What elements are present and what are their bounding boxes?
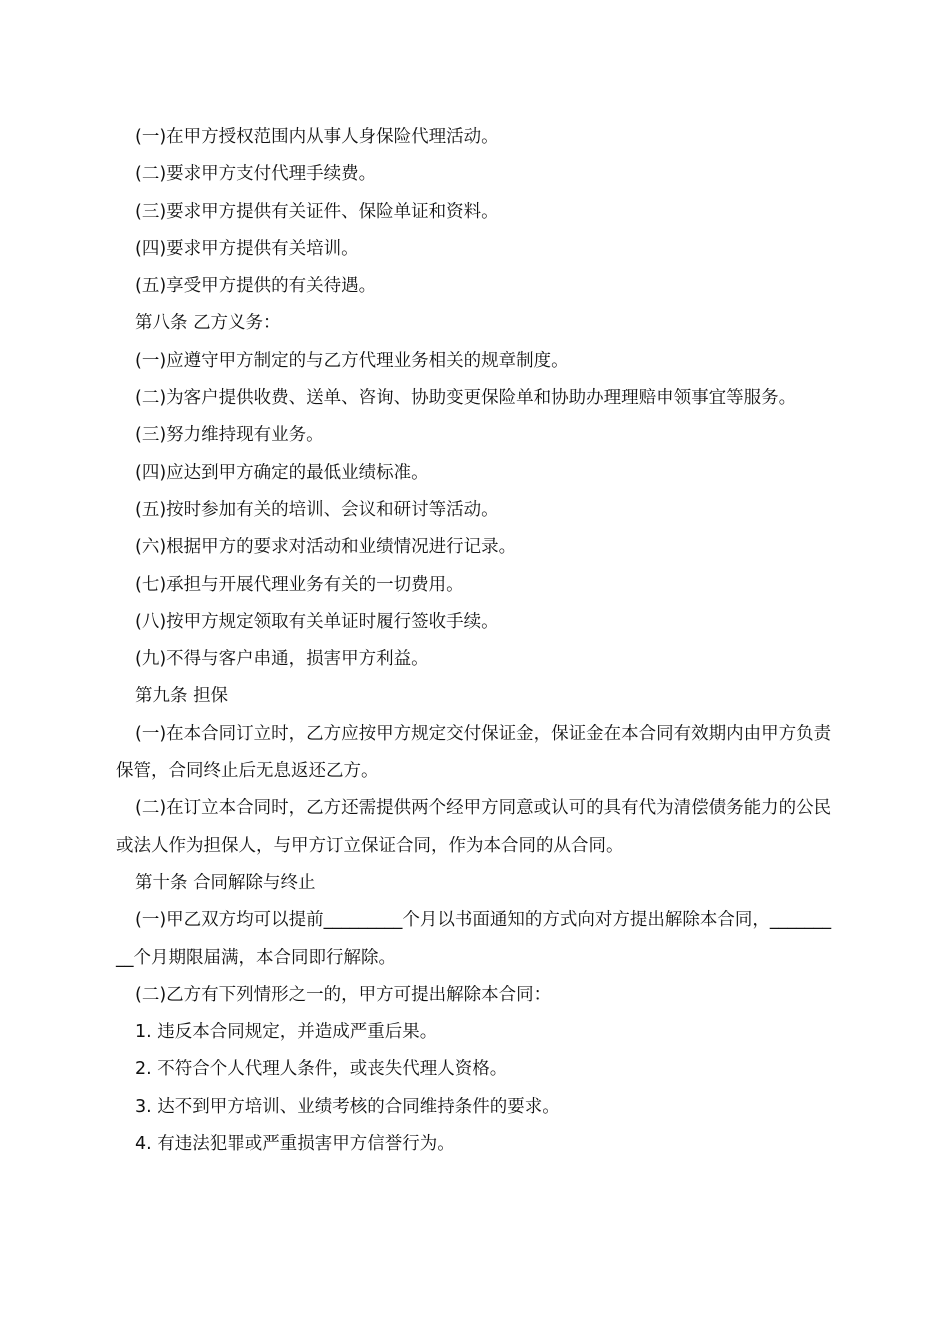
paragraph-guarantee-2: (二)在订立本合同时，乙方还需提供两个经甲方同意或认可的具有代为清偿债务能力的公民或法人作为担保人，与甲方订立保证合同，作为本合同的从合同。 — [116, 798, 832, 856]
paragraph-duty-5: (五)按时参加有关的培训、会议和研讨等活动。 — [135, 499, 499, 520]
paragraph-right-3: (三)要求甲方提供有关证件、保险单证和资料。 — [135, 201, 499, 222]
list-item-1: 1. 违反本合同规定，并造成严重后果。 — [135, 1022, 438, 1043]
paragraph-duty-6: (六)根据甲方的要求对活动和业绩情况进行记录。 — [135, 537, 517, 558]
article-10-heading: 第十条 合同解除与终止 — [135, 872, 316, 893]
list-item-3: 3. 达不到甲方培训、业绩考核的合同维持条件的要求。 — [135, 1096, 560, 1117]
paragraph-duty-3: (三)努力维持现有业务。 — [135, 425, 324, 446]
paragraph-duty-8: (八)按甲方规定领取有关单证时履行签收手续。 — [135, 611, 499, 632]
paragraph-duty-4: (四)应达到甲方确定的最低业绩标准。 — [135, 462, 429, 483]
article-9-heading: 第九条 担保 — [135, 686, 229, 707]
list-item-4: 4. 有违法犯罪或严重损害甲方信誉行为。 — [135, 1134, 455, 1155]
paragraph-right-5: (五)享受甲方提供的有关待遇。 — [135, 276, 377, 297]
paragraph-right-1: (一)在甲方授权范围内从事人身保险代理活动。 — [135, 127, 499, 147]
paragraph-duty-9: (九)不得与客户串通，损害甲方利益。 — [135, 649, 429, 670]
article-8-heading: 第八条 乙方义务： — [135, 313, 281, 334]
paragraph-termination-2: (二)乙方有下列情形之一的，甲方可提出解除本合同： — [135, 984, 552, 1005]
document-body — [116, 119, 836, 1163]
list-item-2: 2. 不符合个人代理人条件，或丧失代理人资格。 — [135, 1059, 508, 1080]
paragraph-right-2: (二)要求甲方支付代理手续费。 — [135, 164, 377, 185]
paragraph-termination-1: (一)甲乙双方均可以提前_________个月以书面通知的方式向对方提出解除本合同，_________个月期限届满，本合同即行解除。 — [116, 910, 832, 968]
paragraph-guarantee-1: (一)在本合同订立时，乙方应按甲方规定交付保证金，保证金在本合同有效期内由甲方负责保管，合同终止后无息返还乙方。 — [116, 723, 832, 782]
paragraph-duty-1: (一)应遵守甲方制定的与乙方代理业务相关的规章制度。 — [135, 350, 569, 371]
paragraph-right-4: (四)要求甲方提供有关培训。 — [135, 238, 359, 259]
paragraph-duty-7: (七)承担与开展代理业务有关的一切费用。 — [135, 574, 464, 595]
paragraph-duty-2: (二)为客户提供收费、送单、咨询、协助变更保险单和协助办理理赔申领事宜等服务。 — [135, 388, 797, 409]
